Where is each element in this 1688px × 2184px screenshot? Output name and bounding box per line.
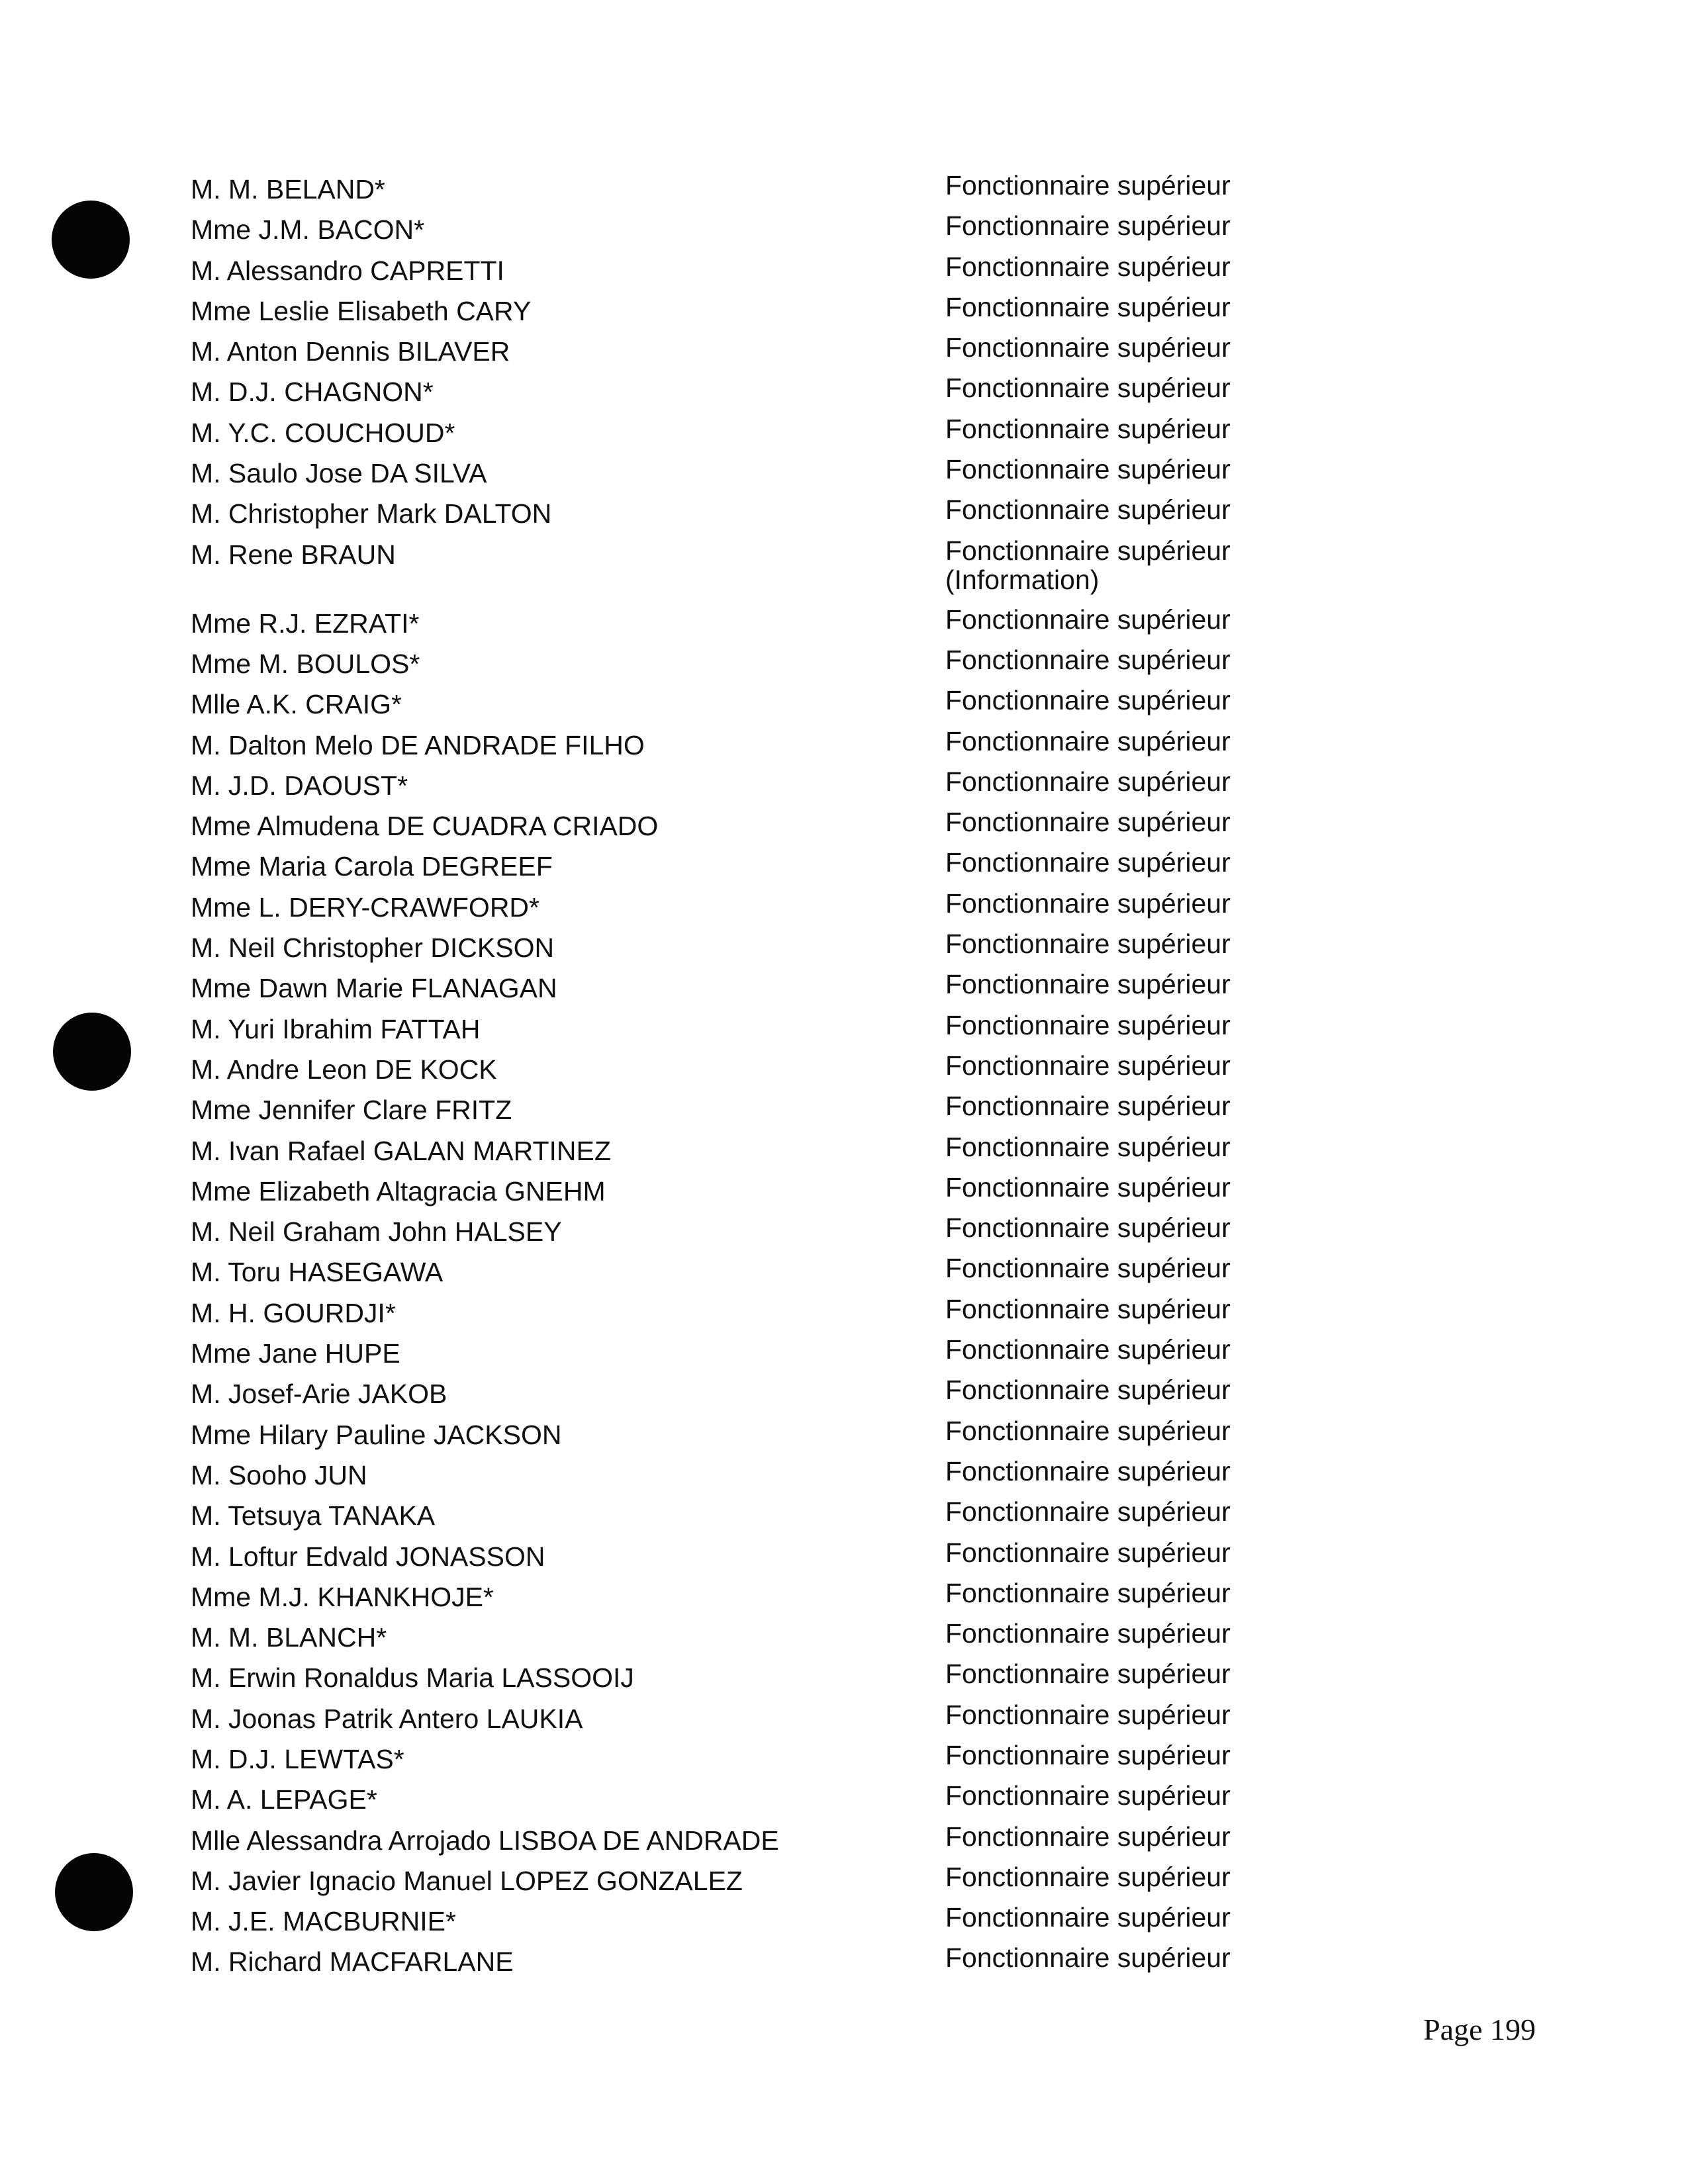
list-item: [191, 1861, 1263, 1905]
list-item: [191, 1821, 1263, 1865]
list-item: [191, 1496, 1263, 1540]
list-item: [191, 1942, 1263, 1986]
delegate-title: [945, 1903, 1231, 1932]
delegate-title-text: Fonctionnaire supérieur: [945, 170, 1231, 201]
delegate-name: Mme Almudena DE CUADRA CRIADO: [191, 811, 659, 842]
list-item: [191, 1050, 1263, 1094]
list-item: [191, 1212, 1263, 1256]
delegate-name: Mme R.J. EZRATI*: [191, 608, 420, 639]
delegate-title-text: Fonctionnaire supérieur: [945, 1902, 1231, 1933]
delegate-name: Mme Elizabeth Altagracia GNEHM: [191, 1175, 606, 1206]
delegate-title-text: Fonctionnaire supérieur: [945, 1496, 1231, 1527]
delegate-title-text: Fonctionnaire supérieur: [945, 1699, 1231, 1730]
delegate-name: M. D.J. CHAGNON*: [191, 377, 434, 408]
delegate-title: [945, 1741, 1231, 1770]
delegate-name: M. M. BLANCH*: [191, 1622, 387, 1653]
delegate-title-text: Fonctionnaire supérieur: [945, 332, 1231, 363]
delegate-title-text: Fonctionnaire supérieur: [945, 1861, 1231, 1892]
delegate-title: [945, 455, 1231, 484]
list-item: [191, 454, 1263, 498]
delegate-name: Mme M.J. KHANKHOJE*: [191, 1581, 494, 1612]
list-item: [191, 1293, 1263, 1338]
delegate-title: [945, 211, 1231, 240]
delegate-title: [945, 333, 1231, 362]
delegate-name: Mme Leslie Elisabeth CARY: [191, 295, 532, 326]
delegate-title: [945, 1011, 1231, 1040]
delegate-title: [945, 1619, 1231, 1648]
delegate-title: [945, 807, 1231, 837]
delegate-title: [945, 495, 1231, 524]
list-item: [191, 332, 1263, 376]
page-number: Page 199: [1423, 2013, 1536, 2046]
delegate-title: [945, 1822, 1231, 1851]
list-item: [191, 1577, 1263, 1621]
delegate-name: M. Joonas Patrik Antero LAUKIA: [191, 1703, 583, 1734]
delegate-title-text: Fonctionnaire supérieur: [945, 1780, 1231, 1811]
delegate-title: [945, 970, 1231, 999]
delegate-title: [945, 727, 1231, 756]
delegate-title: [945, 1497, 1231, 1526]
list-item: [191, 1537, 1263, 1581]
list-item: [191, 494, 1263, 538]
list-item: [191, 766, 1263, 810]
delegate-name: M. J.E. MACBURNIE*: [191, 1906, 456, 1937]
delegate-name: Mme Jennifer Clare FRITZ: [191, 1095, 512, 1126]
delegate-title-text: Fonctionnaire supérieur: [945, 1821, 1231, 1852]
delegate-name: Mme Hilary Pauline JACKSON: [191, 1419, 562, 1450]
list-item: [191, 1171, 1263, 1216]
delegate-title: [945, 1659, 1231, 1688]
delegate-title-text: Fonctionnaire supérieur: [945, 210, 1231, 242]
delegate-title-text: Fonctionnaire supérieur: [945, 725, 1231, 756]
delegate-name: M. J.D. DAOUST*: [191, 770, 408, 801]
delegate-name: Mme J.M. BACON*: [191, 214, 425, 246]
delegate-title-text: Fonctionnaire supérieur: [945, 1618, 1231, 1649]
delegate-title: [945, 1295, 1231, 1324]
delegate-name: M. Loftur Edvald JONASSON: [191, 1541, 545, 1572]
delegate-title: [945, 373, 1231, 402]
list-item: [191, 1334, 1263, 1378]
delegate-title-text: Fonctionnaire supérieur: [945, 535, 1231, 566]
list-item: [191, 1618, 1263, 1662]
delegate-title-text: Fonctionnaire supérieur: [945, 1415, 1231, 1446]
delegate-title: [945, 929, 1231, 958]
delegate-title: [945, 1375, 1231, 1404]
delegate-title: [945, 645, 1231, 674]
delegate-name: Mme Jane HUPE: [191, 1338, 400, 1369]
delegate-title-text: Fonctionnaire supérieur: [945, 373, 1231, 404]
delegate-title-text: Fonctionnaire supérieur: [945, 1537, 1231, 1568]
delegate-name: M. Rene BRAUN: [191, 539, 396, 570]
delegate-title-text: Fonctionnaire supérieur: [945, 291, 1231, 322]
delegate-name: M. H. GOURDJI*: [191, 1297, 396, 1328]
delegate-name: M. Neil Graham John HALSEY: [191, 1216, 562, 1248]
delegate-title-text: Fonctionnaire supérieur: [945, 644, 1231, 675]
delegate-title-text: Fonctionnaire supérieur: [945, 766, 1231, 797]
delegate-title-text: Fonctionnaire supérieur: [945, 494, 1231, 525]
list-item: [191, 847, 1263, 891]
delegate-name: M. Christopher Mark DALTON: [191, 498, 552, 529]
delegate-title-text: Fonctionnaire supérieur: [945, 1253, 1231, 1284]
delegate-title: [945, 848, 1231, 877]
delegate-title-text: Fonctionnaire supérieur: [945, 1171, 1231, 1203]
delegate-name: M. A. LEPAGE*: [191, 1784, 377, 1815]
delegate-name: M. Toru HASEGAWA: [191, 1257, 444, 1288]
delegate-title: [945, 767, 1231, 796]
delegate-title-text: Fonctionnaire supérieur: [945, 1739, 1231, 1770]
list-item: [191, 685, 1263, 729]
delegate-title-text: Fonctionnaire supérieur: [945, 454, 1231, 485]
list-item: [191, 170, 1263, 214]
list-item: [191, 1415, 1263, 1459]
list-item: [191, 535, 1263, 608]
delegate-title: [945, 1700, 1231, 1729]
delegate-title: [945, 1862, 1231, 1891]
delegate-title: [945, 293, 1231, 322]
list-item: [191, 1009, 1263, 1054]
delegate-title: [945, 1253, 1231, 1283]
delegate-name: M. Ivan Rafael GALAN MARTINEZ: [191, 1135, 611, 1166]
delegate-title-text: Fonctionnaire supérieur: [945, 1659, 1231, 1690]
list-item: [191, 1131, 1263, 1175]
delegate-title: [945, 686, 1231, 715]
delegate-title-note: (Information): [945, 564, 1100, 595]
delegate-title-text: Fonctionnaire supérieur: [945, 1375, 1231, 1406]
delegate-name: Mme Maria Carola DEGREEF: [191, 851, 553, 882]
delegate-name: M. Neil Christopher DICKSON: [191, 933, 555, 964]
delegate-title-text: Fonctionnaire supérieur: [945, 604, 1231, 635]
delegate-name: Mme Dawn Marie FLANAGAN: [191, 973, 557, 1004]
delegate-title: [945, 1943, 1231, 1972]
delegate-name: M. Erwin Ronaldus Maria LASSOOIJ: [191, 1662, 634, 1694]
delegate-title-text: Fonctionnaire supérieur: [945, 1009, 1231, 1040]
delegate-name: Mme L. DERY-CRAWFORD*: [191, 891, 539, 923]
list-item: [191, 1659, 1263, 1702]
delegate-title-text: Fonctionnaire supérieur: [945, 887, 1231, 919]
delegate-title: [945, 889, 1231, 918]
list-item: [191, 210, 1263, 254]
delegate-title-text: Fonctionnaire supérieur: [945, 1212, 1231, 1244]
delegate-name: M. Tetsuya TANAKA: [191, 1500, 436, 1531]
list-item: [191, 725, 1263, 770]
list-item: [191, 929, 1263, 972]
punch-hole-middle: [53, 1013, 131, 1091]
list-item: [191, 969, 1263, 1013]
delegate-name: M. Alessandro CAPRETTI: [191, 255, 504, 286]
delegate-name: M. Andre Leon DE KOCK: [191, 1054, 497, 1085]
list-item: [191, 1780, 1263, 1824]
list-item: [191, 807, 1263, 850]
delegate-title: [945, 605, 1231, 634]
list-item: [191, 644, 1263, 688]
delegate-title: [945, 1781, 1231, 1810]
list-item: [191, 1091, 1263, 1134]
delegate-title: [945, 1213, 1231, 1242]
delegate-title: [945, 1538, 1231, 1567]
delegate-title-text: Fonctionnaire supérieur: [945, 251, 1231, 282]
delegate-name: M. D.J. LEWTAS*: [191, 1743, 404, 1774]
delegate-name: Mlle Alessandra Arrojado LISBOA DE ANDRADE: [191, 1825, 779, 1856]
delegate-title-text: Fonctionnaire supérieur: [945, 1577, 1231, 1608]
list-item: [191, 1253, 1263, 1297]
delegate-title-text: Fonctionnaire supérieur: [945, 1942, 1231, 1974]
delegate-name: M. Dalton Melo DE ANDRADE FILHO: [191, 729, 645, 760]
delegate-title-text: Fonctionnaire supérieur: [945, 1091, 1231, 1122]
delegate-title-text: Fonctionnaire supérieur: [945, 929, 1231, 960]
list-item: [191, 291, 1263, 336]
delegate-title: [945, 1173, 1231, 1202]
delegate-title-text: Fonctionnaire supérieur: [945, 1455, 1231, 1486]
list-item: [191, 1739, 1263, 1784]
delegate-name: M. Josef-Arie JAKOB: [191, 1379, 447, 1410]
list-item: [191, 1699, 1263, 1743]
list-item: [191, 1375, 1263, 1418]
list-item: [191, 1902, 1263, 1946]
delegate-title: [945, 414, 1231, 443]
delegate-title-text: Fonctionnaire supérieur: [945, 1293, 1231, 1324]
list-item: [191, 373, 1263, 416]
list-item: [191, 887, 1263, 932]
delegate-title: [945, 536, 1231, 594]
delegate-name: M. Y.C. COUCHOUD*: [191, 417, 455, 448]
delegate-name: M. Anton Dennis BILAVER: [191, 336, 510, 367]
punch-hole-top: [52, 201, 130, 279]
delegate-title: [945, 252, 1231, 281]
delegate-name: M. Sooho JUN: [191, 1459, 367, 1490]
delegate-name: M. Richard MACFARLANE: [191, 1946, 514, 1978]
delegate-title-text: Fonctionnaire supérieur: [945, 807, 1231, 838]
delegate-name: Mme M. BOULOS*: [191, 648, 420, 679]
delegate-title-text: Fonctionnaire supérieur: [945, 969, 1231, 1000]
delegate-list: [191, 170, 1263, 1987]
delegate-name: Mlle A.K. CRAIG*: [191, 689, 402, 720]
delegate-name: M. M. BELAND*: [191, 174, 385, 205]
delegate-title: [945, 171, 1231, 200]
delegate-title-text: Fonctionnaire supérieur: [945, 1050, 1231, 1081]
delegate-name: M. Javier Ignacio Manuel LOPEZ GONZALEZ: [191, 1865, 743, 1896]
punch-hole-bottom: [55, 1853, 133, 1931]
list-item: [191, 251, 1263, 295]
delegate-title: [945, 1457, 1231, 1486]
list-item: [191, 1455, 1263, 1500]
delegate-name: M. Yuri Ibrahim FATTAH: [191, 1013, 481, 1044]
delegate-title: [945, 1578, 1231, 1608]
delegate-title-text: Fonctionnaire supérieur: [945, 413, 1231, 444]
delegate-title-text: Fonctionnaire supérieur: [945, 847, 1231, 878]
list-item: [191, 413, 1263, 457]
list-item: [191, 604, 1263, 648]
delegate-title-text: Fonctionnaire supérieur: [945, 1334, 1231, 1365]
delegate-title: [945, 1132, 1231, 1161]
delegate-title: [945, 1416, 1231, 1445]
delegate-title: [945, 1051, 1231, 1080]
delegate-name: M. Saulo Jose DA SILVA: [191, 458, 487, 489]
delegate-title: [945, 1091, 1231, 1120]
delegate-title-text: Fonctionnaire supérieur: [945, 1131, 1231, 1162]
delegate-title: [945, 1335, 1231, 1364]
delegate-title-text: Fonctionnaire supérieur: [945, 685, 1231, 716]
